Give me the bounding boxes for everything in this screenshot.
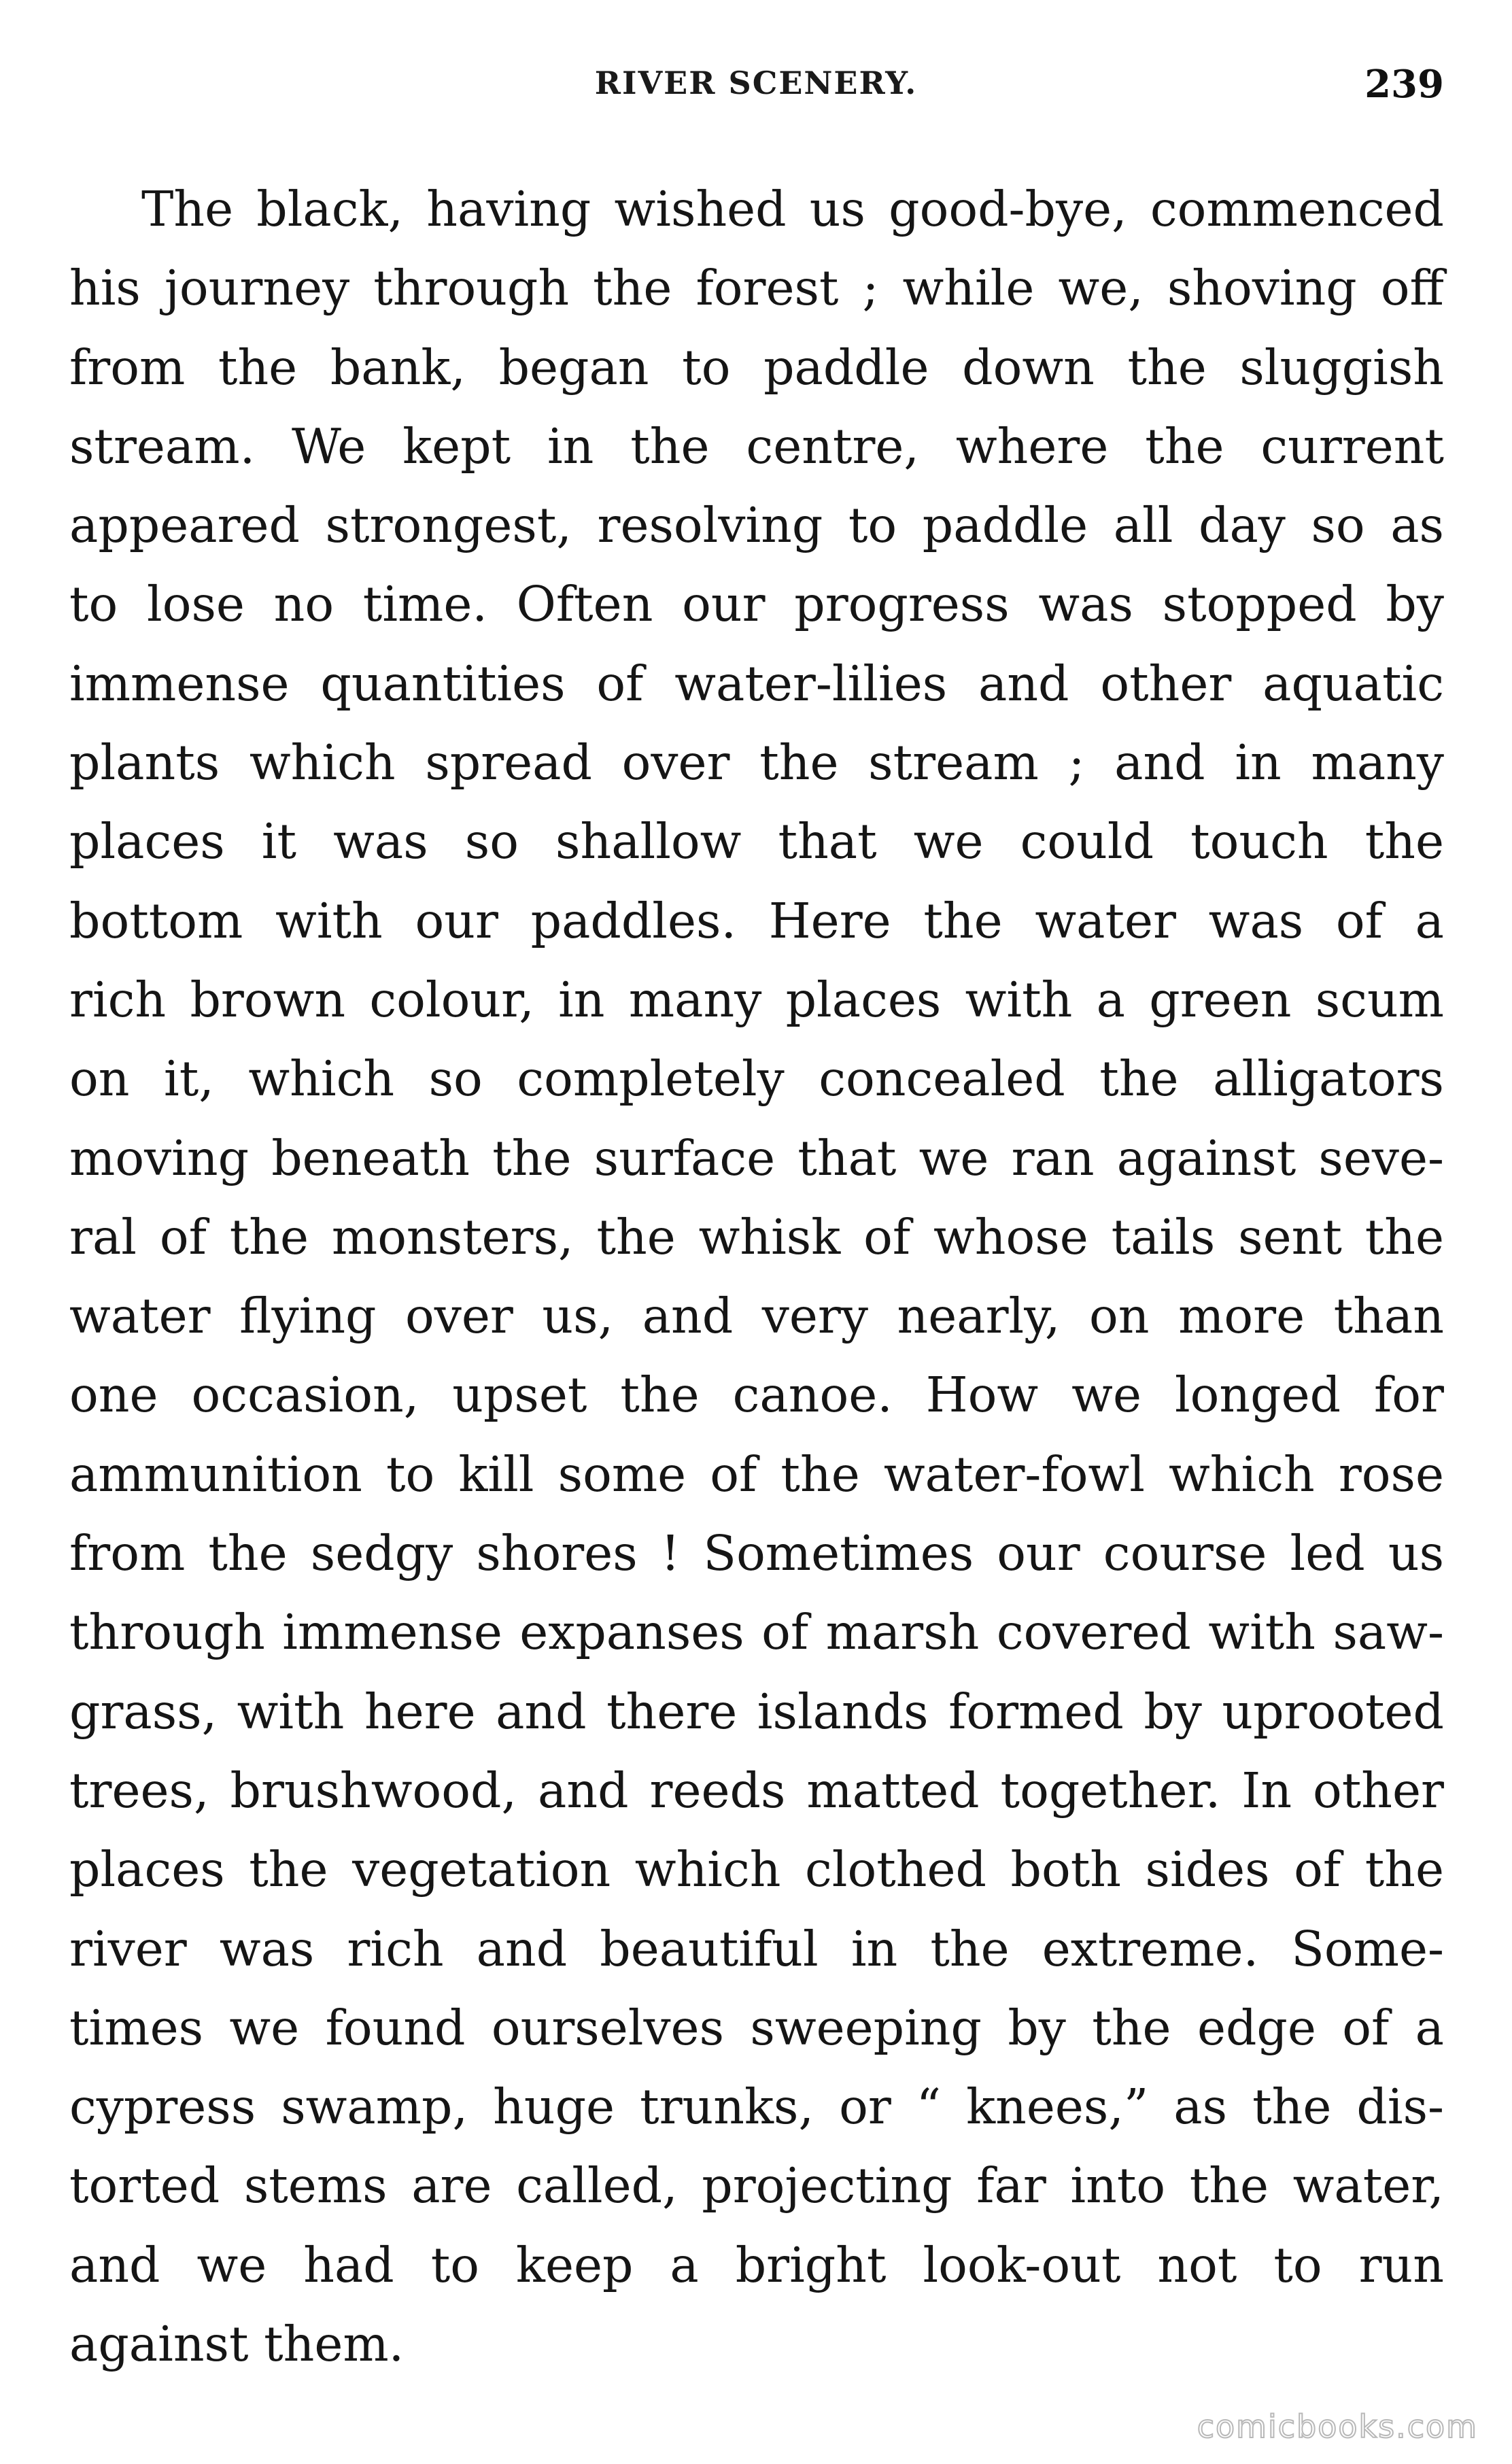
text-line: trees, brushwood, and reeds matted together. In other [69, 1762, 1444, 1819]
text-line: one occasion, upset the canoe. How we longed for [69, 1367, 1444, 1424]
text-line: grass, with here and there islands formed by uprooted [69, 1683, 1444, 1740]
text-line: cypress swamp, huge trunks, or “ knees,” as the dis- [69, 2078, 1444, 2136]
text-line: to lose no time. Often our progress was stopped by [69, 576, 1444, 633]
running-head [0, 62, 1512, 119]
text-line: ral of the monsters, the whisk of whose tails sent the [69, 1208, 1444, 1265]
text-line: from the sedgy shores ! Sometimes our course led us [69, 1525, 1444, 1582]
text-line: moving beneath the surface that we ran against seve- [69, 1129, 1444, 1186]
body-text [69, 170, 1444, 2384]
text-line: stream. We kept in the centre, where the current [69, 417, 1444, 475]
text-line: places the vegetation which clothed both sides of the [69, 1841, 1444, 1898]
text-line: rich brown colour, in many places with a green scum [69, 971, 1444, 1028]
text-line: immense quantities of water-lilies and other aquatic [69, 655, 1444, 712]
text-line: plants which spread over the stream ; and in many [69, 734, 1444, 791]
text-line: from the bank, began to paddle down the sluggish [69, 339, 1444, 396]
text-line: on it, which so completely concealed the alligators [69, 1050, 1444, 1108]
text-line: The black, having wished us good-bye, commenced [141, 181, 1444, 237]
text-line: through immense expanses of marsh covered with saw- [69, 1604, 1444, 1661]
text-line: appeared strongest, resolving to paddle all day so as [69, 497, 1444, 554]
text-line: river was rich and beautiful in the extreme. Some- [69, 1920, 1444, 1977]
text-line: water flying over us, and very nearly, on more than [69, 1288, 1444, 1345]
text-line: his journey through the forest ; while we, shoving off [69, 260, 1444, 317]
page-number: 239 [1364, 62, 1444, 107]
text-line: against them. [69, 2316, 405, 2373]
text-line: times we found ourselves sweeping by the edge of a [69, 1999, 1444, 2056]
text-line: places it was so shallow that we could touch the [69, 813, 1444, 870]
text-line: ammunition to kill some of the water-fowl which rose [69, 1445, 1444, 1503]
text-line: bottom with our paddles. Here the water was of a [69, 892, 1444, 949]
text-line: torted stems are called, projecting far into the water, [69, 2157, 1444, 2214]
text-line: and we had to keep a bright look-out not to run [69, 2236, 1444, 2293]
running-title: RIVER SCENERY. [594, 65, 918, 101]
watermark-text: comicbooks.com [1197, 2408, 1478, 2445]
